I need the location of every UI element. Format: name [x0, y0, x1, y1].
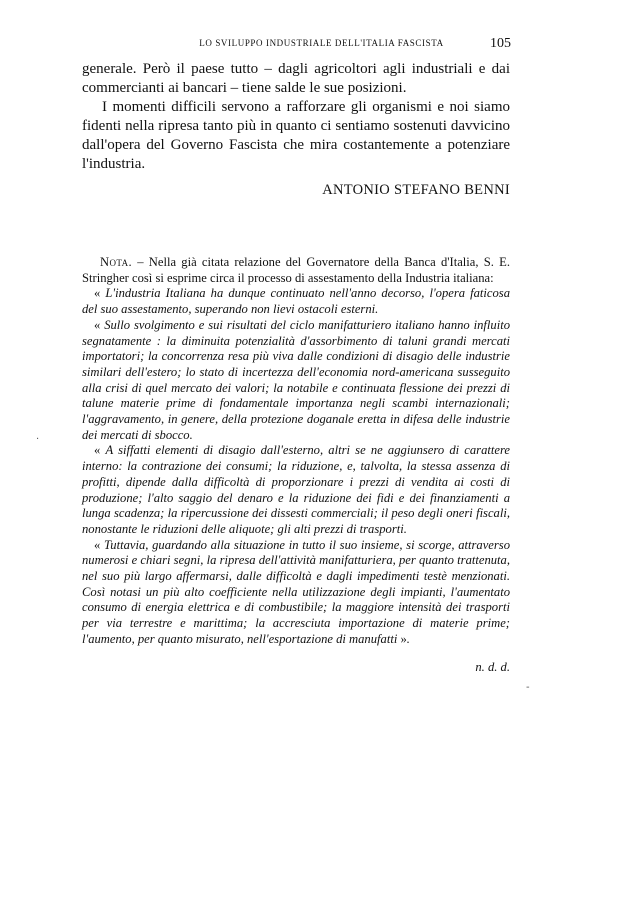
page-body: [82, 60, 510, 675]
close-quote-mark: »: [397, 631, 407, 646]
running-header: LO SVILUPPO INDUSTRIALE DELL'ITALIA FASCISTA: [199, 38, 444, 48]
scan-speck: -: [526, 682, 530, 693]
scan-speck: ·: [36, 434, 40, 445]
main-paragraph-1: generale. Però il paese tutto – dagli agricoltori agli industriali e dai commercianti ai bancari – tiene salde le sue posizioni.: [82, 61, 510, 96]
main-paragraph-2: I momenti difficili servono a rafforzare gli organismi e noi siamo fidenti nella ripresa tanto più in quanto ci sentiamo sostenuti davvicino dall'opera del Governo Fascista che mira costantemente a potenziare l'industria.: [82, 99, 510, 172]
note-intro-text: – Nella già citata relazione del Governatore della Banca d'Italia, S. E. Stringher così si esprime circa il processo di assestamento della Industria italiana:: [82, 255, 510, 285]
note-intro: [82, 255, 510, 286]
note-quote-2-text: Sullo svolgimento e sui risultati del ciclo manifatturiero italiano hanno influito segnatamente : la diminuita potenzialità d'assorbimento di taluni grandi mercati importatori; la concorrenza resa più viva dalle condizioni di disagio delle industrie similari dell'estero; lo stato di incertezza dell'economia nord-americana susseguito alla crisi di quel mercato dei valori; la notabile e continuata flessione dei prezzi di talune materie prime di fondamentale importanza negli scambi internazionali; l'aggravamento, in genere, della protezione doganale eretta in difesa delle industrie dei mercati di sbocco.: [82, 317, 510, 442]
note-quote-3-text: A siffatti elementi di disagio dall'esterno, altri se ne aggiunsero di carattere interno: la contrazione dei consumi; la riduzione, e, talvolta, la stessa assenza di profitti, dipende dalla difficoltà di proporzionare i prezzi di vendita ai costi di produzione; l'alto saggio del denaro e la riduzione dei fidi e dei finanziamenti a lunga scadenza; la ripercussione dei dissesti commerciali; il peso degli oneri fiscali, nonostante le riduzioni delle aliquote; gli alti prezzi di trasporti.: [82, 443, 510, 536]
editorial-note: [82, 255, 510, 675]
open-quote-mark: «: [94, 286, 106, 301]
open-quote-mark: «: [94, 537, 104, 552]
note-closing-initials: n. d. d.: [475, 659, 510, 674]
note-quote-3: [82, 443, 510, 537]
open-quote-mark: «: [94, 443, 106, 458]
open-quote-mark: «: [94, 317, 105, 332]
note-quote-1: [82, 286, 510, 317]
note-label: Nota.: [100, 255, 133, 269]
main-text: [82, 60, 510, 199]
note-quote-2: [82, 318, 510, 444]
author-signature: ANTONIO STEFANO BENNI: [322, 182, 510, 198]
page-number: 105: [490, 36, 511, 51]
note-quote-1-text: L'industria Italiana ha dunque continuato nell'anno decorso, l'opera faticosa del suo assestamento, superando non lievi ostacoli esterni.: [82, 286, 510, 317]
note-quote-4-text: Tuttavia, guardando alla situazione in tutto il suo insieme, si scorge, attraverso numerosi e chiari segni, la ripresa dell'attività manifatturiera, per quanto trattenuta, nel suo più largo affermarsi, dalle difficoltà e dagli impedimenti testè menzionati. Così notasi un più alto coefficiente nella utilizzazione degli impianti, l'aumentato consumo di energia elettrica e di combustibile; la maggiore intensità dei trasporti per via terrestre e marittima; la accresciuta importazione di materie prime; l'aumento, per quanto misurato, nell'esportazione di manufatti: [82, 537, 510, 646]
note-quote-4: « Tuttavia, guardando alla situazione in tutto il suo insieme, si scorge, attraverso numerosi e chiari segni, la ripresa dell'attività manifatturiera, per quanto trattenuta, nel suo più largo affermarsi, dalle difficoltà e dagli impedimenti testè menzionati. Così notasi un più alto coefficiente nella utilizzazione degli impianti, l'aumentato consumo di energia elettrica e di combustibile; la maggiore intensità dei trasporti per via terrestre e marittima; la accresciuta importazione di materie prime; l'aumento, per quanto misurato, nell'esportazione di manufatti ».: [82, 537, 510, 646]
